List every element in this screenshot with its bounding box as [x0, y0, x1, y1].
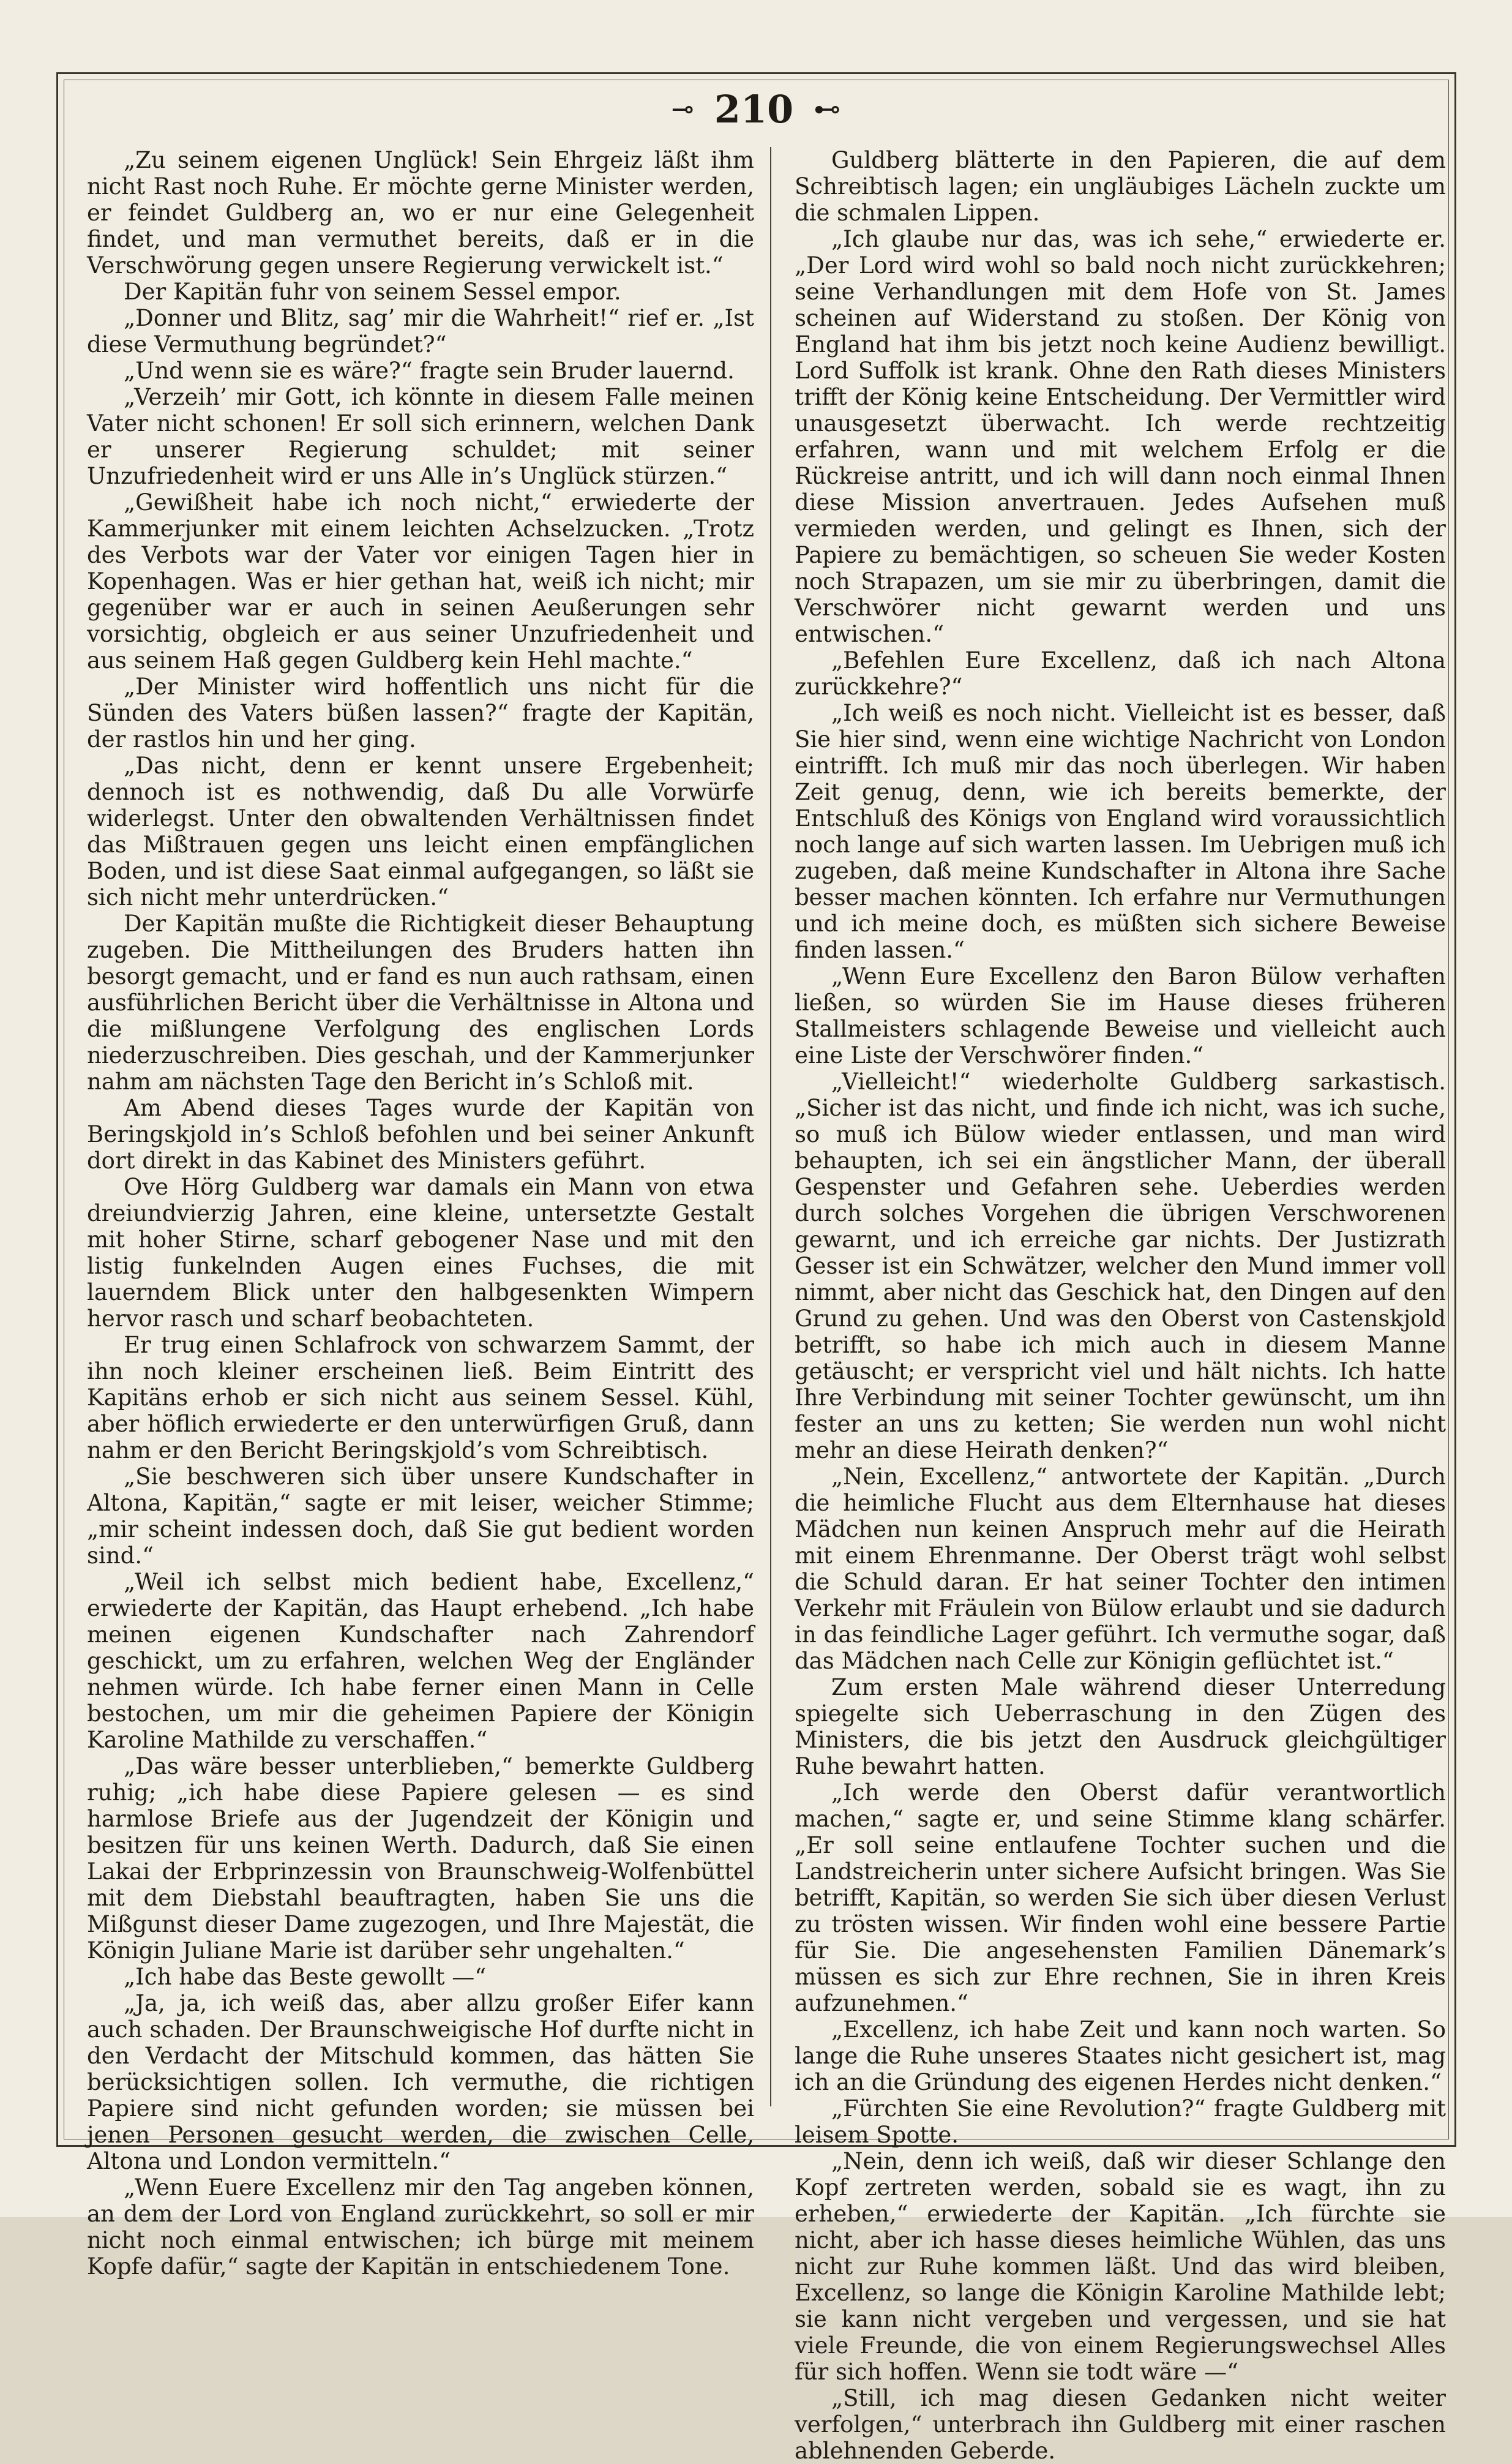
- paragraph: Zum ersten Male während dieser Unterredung spiegelte sich Ueberraschung in den Zügen des Ministers, die bis jetzt den Ausdruck gleichgültiger Ruhe bewahrt hatten.: [795, 1674, 1446, 1779]
- ornament-right-icon: ⊷: [814, 94, 841, 125]
- paragraph: „Verzeih’ mir Gott, ich könnte in diesem Falle meinen Vater nicht schonen! Er soll sich erinnern, welchen Dank er unserer Regierung schuldet; mit seiner Unzufriedenheit wird er uns Alle in’s Unglück stürzen.“: [87, 384, 754, 489]
- paragraph: „Wenn Euere Excellenz mir den Tag angeben können, an dem der Lord von England zurückkehrt, so soll er mir nicht noch einmal entwischen; ich bürge mit meinem Kopfe dafür,“ sagte der Kapitän in entschiedenem Tone.: [87, 2174, 754, 2280]
- paragraph: „Das nicht, denn er kennt unsere Ergebenheit; dennoch ist es nothwendig, daß Du alle Vorwürfe widerlegst. Unter den obwaltenden Verhältnissen findet das Mißtrauen gegen uns leicht einen empfänglichen Boden, und ist diese Saat einmal aufgegangen, so läßt sie sich nicht mehr unterdrücken.“: [87, 753, 754, 911]
- page-header: [0, 87, 1512, 143]
- paragraph: „Ich glaube nur das, was ich sehe,“ erwiederte er. „Der Lord wird wohl so bald noch nicht zurückkehren; seine Verhandlungen mit dem Hofe von St. James scheinen auf Widerstand zu stoßen. Der König von England hat ihm bis jetzt noch keine Audienz bewilligt. Lord Suffolk ist krank. Ohne den Rath dieses Ministers trifft der König keine Entscheidung. Der Vermittler wird unausgesetzt überwacht. Ich werde rechtzeitig erfahren, wann und mit welchem Erfolg er die Rückreise antritt, und ich will dann noch einmal Ihnen diese Mission anvertrauen. Jedes Aufsehen muß vermieden werden, und gelingt es Ihnen, sich der Papiere zu bemächtigen, so scheuen Sie weder Kosten noch Strapazen, um sie mir zu überbringen, damit die Verschwörer nicht gewarnt werden und uns entwischen.“: [795, 226, 1446, 647]
- left-column: [87, 147, 754, 2280]
- paragraph: „Sie beschweren sich über unsere Kundschafter in Altona, Kapitän,“ sagte er mit leiser, weicher Stimme; „mir scheint indessen doch, daß Sie gut bedient worden sind.“: [87, 1463, 754, 1569]
- page-number: 210: [714, 87, 794, 132]
- paragraph: „Ich habe das Beste gewollt —“: [124, 1964, 487, 1990]
- paragraph: Er trug einen Schlafrock von schwarzem Sammt, der ihn noch kleiner erscheinen ließ. Beim Eintritt des Kapitäns erhob er sich nicht aus seinem Sessel. Kühl, aber höflich erwiederte er den unterwürfigen Gruß, dann nahm er den Bericht Beringskjold’s vom Schreibtisch.: [87, 1332, 754, 1463]
- paragraph: „Wenn Eure Excellenz den Baron Bülow verhaften ließen, so würden Sie im Hause dieses früheren Stallmeisters schlagende Beweise und vielleicht auch eine Liste der Verschwörer finden.“: [795, 963, 1446, 1069]
- paragraph: Ove Hörg Guldberg war damals ein Mann von etwa dreiundvierzig Jahren, eine kleine, untersetzte Gestalt mit hoher Stirne, scharf gebogener Nase und mit den listig funkelnden Augen eines Fuchses, die mit lauerndem Blick unter den halbgesenkten Wimpern hervor rasch und scharf beobachteten.: [87, 1174, 754, 1332]
- paragraph: Der Kapitän fuhr von seinem Sessel empor.: [124, 279, 621, 305]
- paragraph: „Fürchten Sie eine Revolution?“ fragte Guldberg mit leisem Spotte.: [795, 2095, 1446, 2148]
- paragraph: Guldberg blätterte in den Papieren, die auf dem Schreibtisch lagen; ein ungläubiges Lächeln zuckte um die schmalen Lippen.: [795, 147, 1446, 226]
- paragraph: „Ich werde den Oberst dafür verantwortlich machen,“ sagte er, und seine Stimme klang schärfer. „Er soll seine entlaufene Tochter suchen und die Landstreicherin unter sichere Aufsicht bringen. Was Sie betrifft, Kapitän, so werden Sie sich über diesen Verlust zu trösten wissen. Wir finden wohl eine bessere Partie für Sie. Die angesehensten Familien Dänemark’s müssen es sich zur Ehre rechnen, Sie in ihren Kreis aufzunehmen.“: [795, 1779, 1446, 2016]
- paragraph: „Donner und Blitz, sag’ mir die Wahrheit!“ rief er. „Ist diese Vermuthung begründet?“: [87, 305, 754, 358]
- paragraph: „Und wenn sie es wäre?“ fragte sein Bruder lauernd.: [124, 358, 735, 384]
- column-divider: [770, 147, 771, 2106]
- paragraph: Der Kapitän mußte die Richtigkeit dieser Behauptung zugeben. Die Mittheilungen des Bruders hatten ihn besorgt gemacht, und er fand es nun auch rathsam, einen ausführlichen Bericht über die Verhältnisse in Altona und die mißlungene Verfolgung des englischen Lords niederzuschreiben. Dies geschah, und der Kammerjunker nahm am nächsten Tage den Bericht in’s Schloß mit.: [87, 911, 754, 1095]
- paragraph: „Das wäre besser unterblieben,“ bemerkte Guldberg ruhig; „ich habe diese Papiere gelesen — es sind harmlose Briefe aus der Jugendzeit der Königin und besitzen für uns keinen Werth. Dadurch, daß Sie einen Lakai der Erbprinzessin von Braunschweig-Wolfenbüttel mit dem Diebstahl beauftragten, haben Sie uns die Mißgunst dieser Dame zugezogen, und Ihre Majestät, die Königin Juliane Marie ist darüber sehr ungehalten.“: [87, 1753, 754, 1964]
- right-column: [795, 147, 1446, 2464]
- paragraph: „Gewißheit habe ich noch nicht,“ erwiederte der Kammerjunker mit einem leichten Achselzucken. „Trotz des Verbots war der Vater vor einigen Tagen hier in Kopenhagen. Was er hier gethan hat, weiß ich nicht; mir gegenüber war er auch in seinen Aeußerungen sehr vorsichtig, obgleich er aus seiner Unzufriedenheit und aus seinem Haß gegen Guldberg kein Hehl machte.“: [87, 489, 754, 674]
- paragraph: „Nein, Excellenz,“ antwortete der Kapitän. „Durch die heimliche Flucht aus dem Elternhause hat dieses Mädchen nun keinen Anspruch mehr auf die Heirath mit einem Ehrenmanne. Der Oberst trägt wohl selbst die Schuld daran. Er hat seiner Tochter den intimen Verkehr mit Fräulein von Bülow erlaubt und sie dadurch in das feindliche Lager geführt. Ich vermuthe sogar, daß das Mädchen nach Celle zur Königin geflüchtet ist.“: [795, 1463, 1446, 1674]
- paragraph: „Der Minister wird hoffentlich uns nicht für die Sünden des Vaters büßen lassen?“ fragte der Kapitän, der rastlos hin und her ging.: [87, 674, 754, 753]
- paragraph: „Ich weiß es noch nicht. Vielleicht ist es besser, daß Sie hier sind, wenn eine wichtige Nachricht von London eintrifft. Ich muß mir das noch überlegen. Wir haben Zeit genug, denn, wie ich bereits bemerkte, der Entschluß des Königs von England wird voraussichtlich noch lange auf sich warten lassen. Im Uebrigen muß ich zugeben, daß meine Kundschafter in Altona ihre Sache besser machen könnten. Ich erfahre nur Vermuthungen und ich meine doch, es müßten sich sichere Beweise finden lassen.“: [795, 700, 1446, 963]
- paragraph: „Zu seinem eigenen Unglück! Sein Ehrgeiz läßt ihm nicht Rast noch Ruhe. Er möchte gerne Minister werden, er feindet Guldberg an, wo er nur eine Gelegenheit findet, und man vermuthet bereits, daß er in die Verschwörung gegen unsere Regierung verwickelt ist.“: [87, 147, 754, 279]
- paragraph: „Excellenz, ich habe Zeit und kann noch warten. So lange die Ruhe unseres Staates nicht gesichert ist, mag ich an die Gründung des eigenen Herdes nicht denken.“: [795, 2016, 1446, 2095]
- paragraph: Am Abend dieses Tages wurde der Kapitän von Beringskjold in’s Schloß befohlen und bei seiner Ankunft dort direkt in das Kabinet des Ministers geführt.: [87, 1095, 754, 1174]
- paragraph: „Vielleicht!“ wiederholte Guldberg sarkastisch. „Sicher ist das nicht, und finde ich nicht, was ich suche, so muß ich Bülow wieder entlassen, und man wird behaupten, ich sei ein ängstlicher Mann, der überall Gespenster und Gefahren sehe. Ueberdies werden durch solches Vorgehen die übrigen Verschworenen gewarnt, und ich erreiche gar nichts. Der Justizrath Gesser ist ein Schwätzer, welcher den Mund immer voll nimmt, aber nicht das Geschick hat, den Dingen auf den Grund zu gehen. Und was den Oberst von Castenskjold betrifft, so habe ich mich auch in diesem Manne getäuscht; er verspricht viel und hält nichts. Ich hatte Ihre Verbindung mit seiner Tochter gewünscht, um ihn fester an uns zu ketten; Sie werden nun wohl nicht mehr an diese Heirath denken?“: [795, 1069, 1446, 1463]
- paragraph: „Ja, ja, ich weiß das, aber allzu großer Eifer kann auch schaden. Der Braunschweigische Hof durfte nicht in den Verdacht der Mitschuld kommen, das hätten Sie berücksichtigen sollen. Ich vermuthe, die richtigen Papiere sind nicht gefunden worden; sie müssen bei jenen Personen gesucht werden, die zwischen Celle, Altona und London vermitteln.“: [87, 1990, 754, 2174]
- paragraph: „Weil ich selbst mich bedient habe, Excellenz,“ erwiederte der Kapitän, das Haupt erhebend. „Ich habe meinen eigenen Kundschafter nach Zahrendorf geschickt, um zu erfahren, welchen Weg der Engländer nehmen würde. Ich habe ferner einen Mann in Celle bestochen, um mir die geheimen Papiere der Königin Karoline Mathilde zu verschaffen.“: [87, 1569, 754, 1753]
- paragraph: „Still, ich mag diesen Gedanken nicht weiter verfolgen,“ unterbrach ihn Guldberg mit einer raschen ablehnenden Geberde.: [795, 2385, 1446, 2464]
- ornament-left-icon: ⊸: [671, 94, 694, 125]
- paragraph: „Befehlen Eure Excellenz, daß ich nach Altona zurückkehre?“: [795, 647, 1446, 700]
- paragraph: „Nein, denn ich weiß, daß wir dieser Schlange den Kopf zertreten werden, sobald sie es wagt, ihn zu erheben,“ erwiederte der Kapitän. „Ich fürchte sie nicht, aber ich hasse dieses heimliche Wühlen, das uns nicht zur Ruhe kommen läßt. Und das wird bleiben, Excellenz, so lange die Königin Karoline Mathilde lebt; sie kann nicht vergeben und vergessen, und sie hat viele Freunde, die von einem Regierungswechsel Alles für sich hoffen. Wenn sie todt wäre —“: [795, 2148, 1446, 2385]
